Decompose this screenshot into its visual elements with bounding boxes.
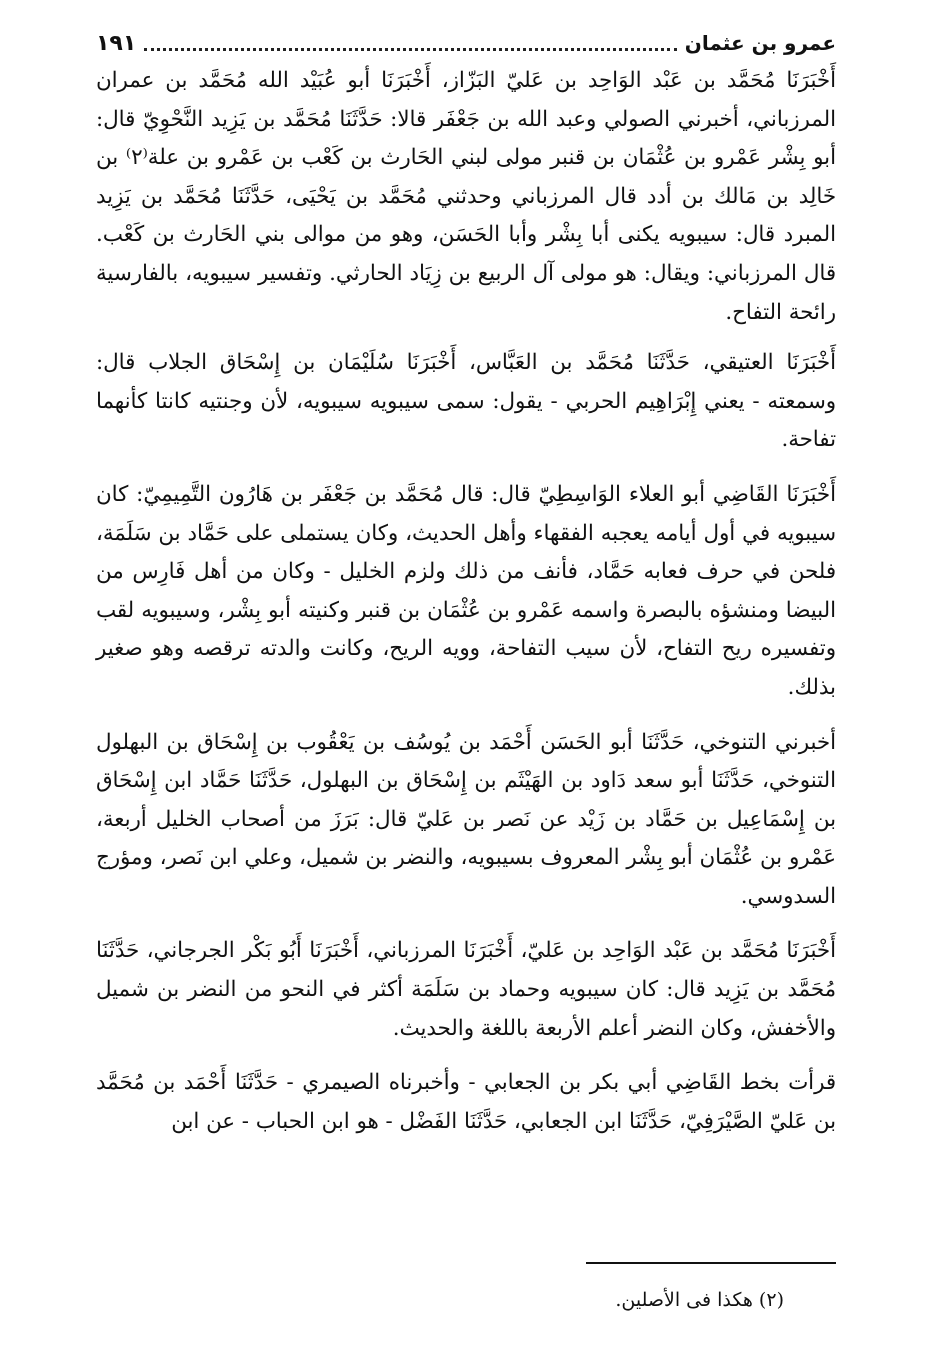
main-text <box>96 62 836 1157</box>
paragraph: قرأت بخط القَاضِي أبي بكر بن الجعابي - وأخبرناه الصيمري - حَدَّثَنَا أَحْمَد بن مُحَمَّد بن عَليّ الصَّيْرَفِيّ، حَدَّثَنَا ابن الجعابي، حَدَّثَنَا الفَضْل - هو ابن الحباب - عن ابن <box>96 1070 836 1134</box>
header-leader-dots <box>144 48 677 51</box>
running-title: عمرو بن عثمان <box>684 31 836 55</box>
page-header <box>96 26 836 60</box>
paragraph: أَخْبَرَنَا مُحَمَّد بن عَبْد الوَاحِد بن عَليّ البَزّاز، أَخْبَرَنَا أبو عُبَيْد الله مُحَمَّد بن عمران المرزباني، أخبرني الصولي وعبد الله بن جَعْفَر قالا: حَدَّثَنَا مُحَمَّد بن يَزِيد النَّحْوِيّ قال: أبو بِشْر عَمْرو بن عُثْمَان بن قنبر مولى لبني الحَارث بن كَعْب بن عَمْرو بن علة⁽٢⁾ بن خَالِد بن مَالك بن أدد قال المرزباني وحدثني مُحَمَّد بن يَحْيَى، حَدَّثَنَا مُحَمَّد بن يَزِيد المبرد قال: سيبويه يكنى أبا بِشْر وأبا الحَسَن، وهو من موالى بني الحَارث بن كَعْب. قال المرزباني: ويقال: هو مولى آل الربيع بن زِيَاد الحارثي. وتفسير سيبويه، بالفارسية رائحة التفاح. <box>96 68 836 325</box>
footnote-divider <box>586 1262 836 1264</box>
paragraph: أَخْبَرَنَا القَاضِي أبو العلاء الوَاسِطِيّ قال: قال مُحَمَّد بن جَعْفَر بن هَارُون التَّمِيمِيّ: كان سيبويه في أول أيامه يعجبه الفقهاء وأهل الحديث، وكان يستملى على حَمَّاد بن سَلَمَة، فلحن في حرف فعابه حَمَّاد، فأنف من ذلك ولزم الخليل - وكان من أهل فَارِس من البيضا ومنشؤه بالبصرة واسمه عَمْرو بن عُثْمَان بن قنبر وكنيته أبو بِشْر، وسيبويه لقب وتفسيره ريح التفاح، لأن سيب التفاحة، وويه الريح، وكانت والدته ترقصه وهو صغير بذلك. <box>96 481 836 700</box>
page-number: ١٩١ <box>96 30 137 56</box>
paragraph: أَخْبَرَنَا مُحَمَّد بن عَبْد الوَاحِد بن عَليّ، أَخْبَرَنَا المرزباني، أَخْبَرَنَا أَبُو بَكْر الجرجاني، حَدَّثَنَا مُحَمَّد بن يَزِيد قال: كان سيبويه وحماد بن سَلَمَة أكثر في النحو من النضر بن شميل والأخفش، وكان النضر أعلم الأربعة باللغة والحديث. <box>96 938 836 1041</box>
paragraph: أَخْبَرَنَا العتيقي، حَدَّثَنَا مُحَمَّد بن العَبَّاس، أَخْبَرَنَا سُلَيْمَان بن إِسْحَاق الجلاب قال: وسمعته - يعني إِبْرَاهِيم الحربي - يقول: سمى سيبويه سيبويه، لأن وجنتيه كانتا كأنهما تفاحة. <box>96 350 836 453</box>
footnote: (٢) هكذا فى الأصلين. <box>615 1289 784 1311</box>
paragraph: أخبرني التنوخي، حَدَّثَنَا أبو الحَسَن أَحْمَد بن يُوسُف بن يَعْقُوب بن إِسْحَاق بن البهلول التنوخي، حَدَّثَنَا أبو سعد دَاود بن الهَيْثَم بن إِسْحَاق بن البهلول، حَدَّثَنَا حَمَّاد ابن إِسْحَاق بن إِسْمَاعِيل بن حَمَّاد بن زَيْد عن نَصر بن عَليّ قال: بَرَزَ من أصحاب الخليل أربعة، عَمْرو بن عُثْمَان أبو بِشْر المعروف بسيبويه، والنضر بن شميل، وعلي ابن نَصر، ومؤرج السدوسي. <box>96 729 836 909</box>
